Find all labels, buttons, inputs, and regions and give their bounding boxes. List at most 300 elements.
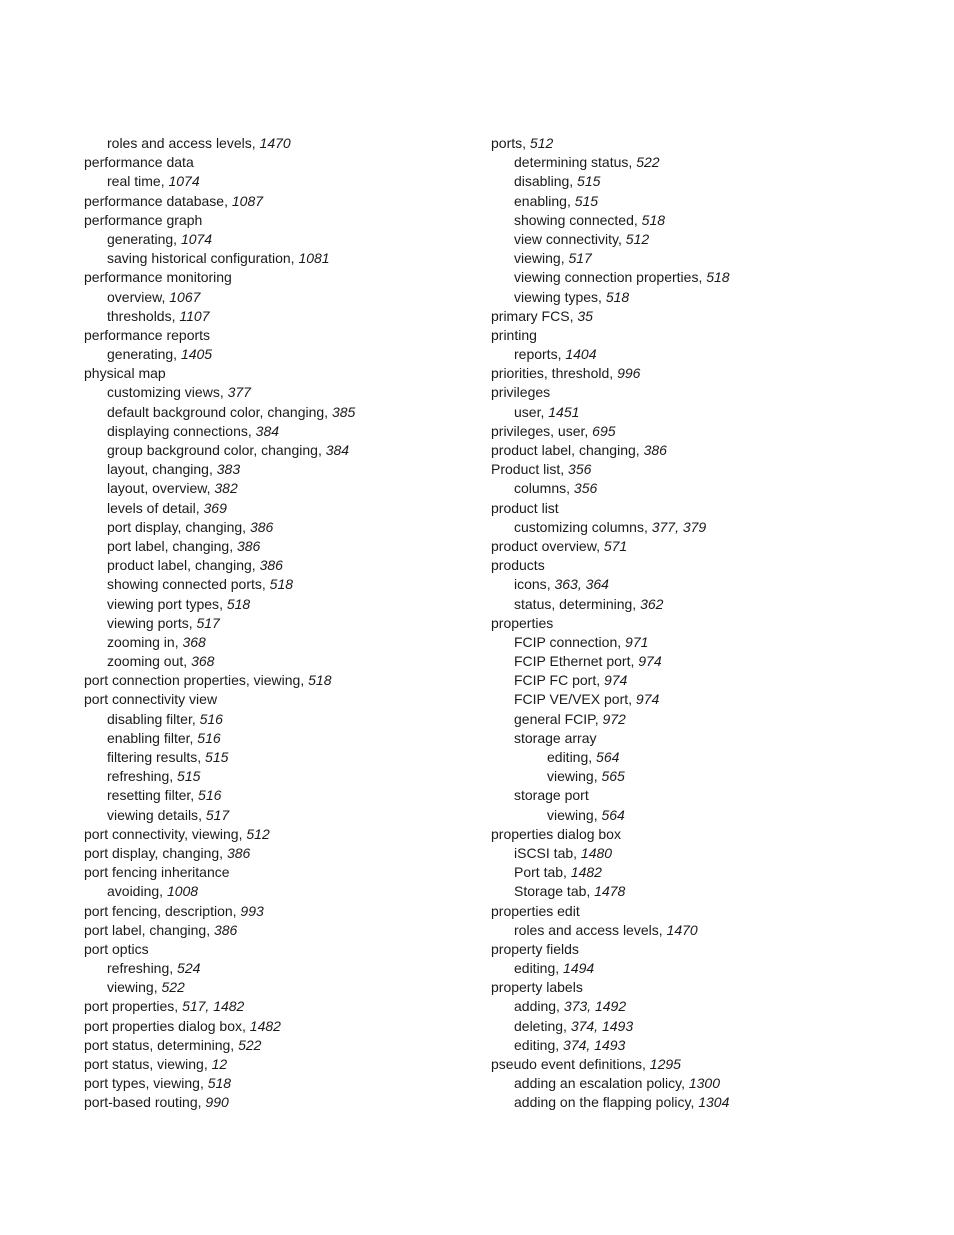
- index-separator: ,: [219, 844, 227, 861]
- index-entry: [491, 902, 931, 921]
- index-page-ref: 516: [197, 729, 221, 746]
- index-term: port properties: [84, 998, 175, 1015]
- index-term: disabling filter: [107, 710, 192, 727]
- index-page-ref: 386: [643, 442, 667, 458]
- index-subentry: [84, 748, 474, 767]
- index-term: resetting filter: [107, 787, 191, 804]
- index-column-right: [491, 134, 931, 1113]
- index-page-ref: 518: [207, 1075, 232, 1092]
- index-separator: ,: [173, 230, 181, 247]
- index-subentry: [84, 595, 474, 614]
- index-term: editing: [514, 1036, 556, 1053]
- index-separator: ,: [219, 384, 228, 401]
- index-subentry: [84, 518, 474, 537]
- index-entry: [84, 1055, 474, 1074]
- index-page-ref: 522: [238, 1036, 262, 1053]
- index-separator: ,: [174, 998, 183, 1015]
- index-entry: [491, 441, 931, 460]
- index-separator: ,: [238, 825, 247, 842]
- index-term: columns: [514, 480, 567, 497]
- index-subentry: [84, 806, 474, 825]
- index-term: performance graph: [84, 211, 203, 228]
- index-term: editing: [547, 749, 589, 765]
- index-separator: ,: [160, 173, 169, 190]
- index-subentry: [84, 729, 474, 748]
- index-subentry: [491, 1074, 931, 1093]
- index-separator: ,: [596, 537, 604, 554]
- index-page-ref: 518: [641, 211, 666, 228]
- index-term: status, determining: [514, 595, 633, 612]
- index-subentry: [84, 345, 474, 364]
- index-separator: ,: [560, 250, 569, 267]
- index-entry: [84, 671, 474, 690]
- index-term: FCIP Ethernet port: [514, 653, 631, 670]
- index-term: property labels: [491, 979, 583, 996]
- index-term: Storage tab: [514, 883, 587, 900]
- index-separator: ,: [174, 633, 183, 650]
- index-page-ref: 1480: [580, 844, 613, 861]
- index-term: priorities, threshold: [491, 365, 610, 382]
- index-page-ref: 377, 379: [651, 518, 707, 535]
- index-subentry: [84, 499, 474, 518]
- index-separator: ,: [557, 346, 566, 363]
- index-page-ref: 972: [602, 710, 626, 727]
- index-subentry: [84, 652, 474, 671]
- index-subentry: [84, 172, 474, 191]
- index-page-ref: 518: [706, 269, 730, 286]
- index-term: privileges, user: [491, 422, 585, 439]
- index-separator: ,: [690, 1094, 699, 1111]
- index-term: Product list: [491, 461, 561, 478]
- index-subentry: [491, 671, 931, 690]
- index-separator: ,: [681, 1075, 689, 1092]
- index-entry: [84, 364, 474, 383]
- index-term: product label, changing: [491, 442, 636, 458]
- index-entry: [491, 460, 931, 479]
- index-term: port display, changing: [84, 844, 220, 861]
- index-subentry: [491, 997, 931, 1016]
- index-separator: ,: [197, 749, 206, 765]
- index-page-ref: 512: [246, 825, 270, 842]
- index-subentry: [84, 882, 474, 901]
- index-term: layout, changing: [107, 461, 209, 478]
- index-term: determining status: [514, 154, 629, 171]
- index-subentry: [491, 192, 931, 211]
- index-separator: ,: [588, 749, 597, 765]
- index-subentry: [491, 211, 931, 230]
- index-term: real time: [107, 173, 161, 190]
- index-subentry: [491, 230, 931, 249]
- index-separator: ,: [224, 192, 232, 209]
- index-separator: ,: [195, 499, 204, 516]
- index-term: property fields: [491, 940, 579, 957]
- index-subentry: [84, 959, 474, 978]
- index-page-ref: 386: [226, 844, 251, 861]
- index-page-ref: 518: [308, 672, 332, 689]
- index-term: viewing: [107, 979, 154, 996]
- index-term: view connectivity: [514, 230, 619, 247]
- index-separator: ,: [317, 442, 326, 458]
- index-separator: ,: [569, 173, 578, 190]
- index-subentry: [491, 633, 931, 652]
- index-subentry: [84, 422, 474, 441]
- index-page-ref: 363, 364: [554, 576, 609, 593]
- index-page-ref: 1074: [168, 173, 200, 190]
- index-term: performance database: [84, 192, 225, 209]
- index-term: product list: [491, 499, 559, 516]
- index-term: viewing port types: [107, 595, 220, 612]
- index-term: iSCSI tab: [514, 844, 574, 861]
- index-separator: ,: [191, 710, 200, 727]
- index-term: layout, overview: [107, 480, 207, 497]
- index-term: port fencing inheritance: [84, 864, 230, 881]
- index-separator: ,: [183, 653, 192, 670]
- index-separator: ,: [173, 346, 181, 363]
- index-page-ref: 522: [161, 979, 185, 996]
- index-entry: [84, 1017, 474, 1036]
- index-entry: [84, 326, 474, 345]
- index-term: deleting: [514, 1017, 564, 1034]
- index-page-ref: 35: [577, 307, 593, 324]
- index-separator: ,: [630, 653, 639, 670]
- index-term: pseudo event definitions: [491, 1056, 642, 1072]
- index-separator: ,: [596, 672, 604, 689]
- index-separator: ,: [594, 710, 603, 727]
- index-separator: ,: [635, 442, 644, 458]
- index-separator: ,: [563, 1017, 571, 1034]
- index-entry: [84, 997, 474, 1016]
- index-term: enabling: [514, 192, 567, 209]
- index-page-ref: 515: [177, 768, 201, 785]
- index-subentry: [491, 153, 931, 172]
- index-subentry: [84, 307, 474, 326]
- index-subentry: [84, 460, 474, 479]
- index-subentry: [84, 134, 474, 153]
- index-term: zooming in: [107, 633, 175, 650]
- index-term: properties edit: [491, 902, 580, 919]
- index-term: roles and access levels: [107, 135, 252, 151]
- index-subentry: [491, 806, 931, 825]
- index-page-ref: 974: [638, 653, 662, 670]
- index-entry: [491, 422, 931, 441]
- index-subentry: [84, 710, 474, 729]
- index-page-ref: 517: [196, 614, 220, 631]
- index-page-ref: 1494: [563, 960, 595, 977]
- index-subentry: [491, 1036, 931, 1055]
- index-term: port-based routing: [84, 1094, 198, 1111]
- index-term: viewing details: [107, 806, 199, 823]
- index-subentry: [491, 767, 931, 786]
- index-subentry: [84, 479, 474, 498]
- index-separator: ,: [153, 979, 162, 996]
- index-separator: ,: [566, 480, 574, 497]
- index-page-ref: 971: [625, 633, 649, 650]
- index-term: disabling: [514, 173, 570, 190]
- index-entry: [491, 537, 931, 556]
- index-subentry: [84, 614, 474, 633]
- index-page-ref: 1067: [169, 288, 201, 305]
- index-subentry: [491, 786, 931, 805]
- index-page-ref: 993: [240, 902, 264, 919]
- index-separator: ,: [199, 1075, 208, 1092]
- index-term: port fencing, description: [84, 902, 233, 919]
- index-entry: [491, 1055, 931, 1074]
- index-column-left: [84, 134, 474, 1113]
- index-page-ref: 368: [182, 633, 206, 650]
- index-term: avoiding: [107, 883, 160, 900]
- index-page-ref: 974: [603, 672, 628, 689]
- index-separator: ,: [161, 288, 170, 305]
- index-separator: ,: [593, 806, 602, 823]
- index-term: FCIP FC port: [514, 672, 597, 689]
- index-page-ref: 362: [640, 595, 664, 612]
- index-entry: [84, 825, 474, 844]
- index-term: physical map: [84, 365, 166, 382]
- index-subentry: [491, 518, 931, 537]
- index-page-ref: 356: [568, 461, 592, 478]
- index-subentry: [84, 537, 474, 556]
- index-term: icons: [514, 576, 547, 593]
- index-entry: [84, 268, 474, 287]
- index-subentry: [84, 575, 474, 594]
- index-subentry: [84, 978, 474, 997]
- index-term: customizing columns: [514, 518, 644, 535]
- index-term: printing: [491, 326, 537, 343]
- index-entry: [491, 614, 931, 633]
- index-separator: ,: [540, 403, 549, 420]
- index-page-ref: 1295: [649, 1056, 681, 1072]
- index-page-ref: 522: [636, 154, 660, 171]
- index-subentry: [491, 652, 931, 671]
- index-subentry: [491, 729, 931, 748]
- index-subentry: [491, 403, 931, 422]
- index-subentry: [491, 172, 931, 191]
- index-page-ref: 12: [211, 1056, 228, 1072]
- index-term: viewing connection properties: [514, 269, 699, 286]
- index-term: default background color, changing: [107, 403, 325, 420]
- index-separator: ,: [586, 883, 595, 900]
- index-entry: [84, 940, 474, 959]
- index-page-ref: 524: [177, 960, 201, 977]
- index-separator: ,: [229, 537, 237, 554]
- index-separator: ,: [251, 135, 260, 151]
- index-term: performance reports: [84, 326, 211, 343]
- index-page-ref: 356: [573, 480, 598, 497]
- index-separator: ,: [569, 307, 578, 324]
- index-term: FCIP connection: [514, 633, 618, 650]
- index-separator: ,: [208, 461, 217, 478]
- index-page-ref: 1470: [259, 135, 291, 151]
- index-subentry: [491, 959, 931, 978]
- index-page-ref: 516: [199, 710, 223, 727]
- index-separator: ,: [188, 614, 197, 631]
- index-page-ref: 1081: [298, 250, 330, 267]
- index-separator: ,: [190, 787, 199, 804]
- index-entry: [491, 326, 931, 345]
- index-page-ref: 518: [269, 576, 294, 593]
- index-separator: ,: [698, 269, 707, 286]
- index-separator: ,: [198, 806, 206, 823]
- index-term: general FCIP: [514, 710, 595, 727]
- index-entry: [84, 921, 474, 940]
- index-page-ref: 1107: [179, 307, 210, 324]
- index-page-ref: 1404: [565, 346, 597, 363]
- index-term: generating: [107, 346, 174, 363]
- index-page-ref: 384: [325, 442, 350, 458]
- index-page-ref: 974: [635, 691, 660, 708]
- index-page-ref: 517, 1482: [182, 998, 245, 1015]
- index-subentry: [84, 230, 474, 249]
- index-subentry: [491, 479, 931, 498]
- index-term: showing connected ports: [107, 576, 262, 593]
- index-subentry: [84, 767, 474, 786]
- index-separator: ,: [206, 480, 215, 497]
- index-term: refreshing: [107, 960, 170, 977]
- index-entry: [491, 978, 931, 997]
- index-entry: [84, 1036, 474, 1055]
- index-entry: [491, 134, 931, 153]
- index-term: adding an escalation policy: [514, 1075, 682, 1092]
- index-separator: ,: [593, 768, 602, 785]
- index-entry: [491, 556, 931, 575]
- index-entry: [491, 499, 931, 518]
- index-term: filtering results: [107, 749, 198, 765]
- index-page-ref: 382: [214, 480, 238, 497]
- index-term: saving historical configuration: [107, 250, 291, 267]
- index-page-ref: 1300: [688, 1075, 721, 1092]
- index-subentry: [491, 575, 931, 594]
- index-term: viewing: [514, 250, 561, 267]
- index-term: privileges: [491, 384, 551, 401]
- index-page-ref: 517: [205, 806, 230, 823]
- index-page-ref: 385: [331, 403, 356, 420]
- index-subentry: [491, 288, 931, 307]
- index-term: port connectivity, viewing: [84, 825, 239, 842]
- index-entry: [84, 902, 474, 921]
- index-page-ref: 1087: [231, 192, 264, 209]
- index-separator: ,: [628, 154, 637, 171]
- index-separator: ,: [628, 691, 636, 708]
- index-separator: ,: [584, 422, 593, 439]
- index-page-ref: 386: [236, 537, 261, 554]
- index-page-ref: 564: [601, 806, 625, 823]
- index-page-ref: 384: [255, 422, 280, 439]
- index-subentry: [84, 403, 474, 422]
- index-term: port optics: [84, 940, 149, 957]
- index-term: port label, changing: [107, 537, 230, 554]
- index-separator: ,: [197, 1094, 206, 1111]
- index-entry: [491, 307, 931, 326]
- index-term: product overview: [491, 537, 597, 554]
- index-term: port label, changing: [84, 921, 207, 938]
- index-separator: ,: [159, 883, 167, 900]
- index-subentry: [491, 268, 931, 287]
- index-separator: ,: [632, 595, 641, 612]
- index-separator: ,: [242, 1017, 250, 1034]
- index-term: port status, viewing: [84, 1056, 204, 1072]
- index-term: viewing: [547, 806, 594, 823]
- index-subentry: [491, 595, 931, 614]
- index-page-ref: 373, 1492: [563, 998, 627, 1015]
- index-page-ref: 1470: [666, 921, 698, 938]
- index-term: generating: [107, 230, 174, 247]
- index-subentry: [84, 383, 474, 402]
- index-term: performance data: [84, 154, 194, 171]
- index-term: port display, changing: [107, 518, 243, 535]
- index-subentry: [84, 633, 474, 652]
- index-page-ref: 515: [574, 192, 599, 209]
- index-separator: ,: [242, 518, 250, 535]
- index-subentry: [491, 345, 931, 364]
- index-term: overview: [107, 288, 162, 305]
- index-separator: ,: [169, 960, 178, 977]
- index-entry: [84, 1093, 474, 1112]
- index-page-ref: 518: [605, 288, 630, 305]
- index-term: refreshing: [107, 768, 170, 785]
- index-term: port types, viewing: [84, 1075, 200, 1092]
- index-subentry: [84, 556, 474, 575]
- index-entry: [84, 844, 474, 863]
- index-page-ref: 386: [213, 921, 238, 938]
- index-page-ref: 1482: [249, 1017, 281, 1034]
- index-separator: ,: [566, 192, 575, 209]
- index-separator: ,: [546, 576, 555, 593]
- index-page-ref: 374, 1493: [563, 1036, 626, 1053]
- index-separator: ,: [290, 250, 299, 267]
- index-term: storage array: [514, 729, 597, 746]
- index-separator: ,: [642, 1056, 650, 1072]
- index-term: properties dialog box: [491, 825, 621, 842]
- index-page-ref: 1008: [166, 883, 199, 900]
- index-page-ref: 996: [617, 365, 641, 382]
- index-page-ref: 386: [249, 518, 274, 535]
- index-subentry: [84, 786, 474, 805]
- index-term: primary FCS: [491, 307, 570, 324]
- index-term: reports: [514, 346, 558, 363]
- index-subentry: [84, 288, 474, 307]
- index-entry: [491, 940, 931, 959]
- index-page-ref: 516: [198, 787, 222, 804]
- index-term: product label, changing: [107, 557, 252, 574]
- index-subentry: [84, 441, 474, 460]
- index-separator: ,: [251, 557, 260, 574]
- index-term: roles and access levels: [514, 921, 659, 938]
- index-page-ref: 512: [529, 135, 554, 151]
- index-separator: ,: [555, 960, 564, 977]
- index-separator: ,: [247, 422, 256, 439]
- index-page-ref: 374, 1493: [570, 1017, 634, 1034]
- index-term: showing connected: [514, 211, 634, 228]
- index-term: user: [514, 403, 541, 420]
- index-separator: ,: [560, 461, 569, 478]
- index-term: port status, determining: [84, 1036, 231, 1053]
- index-separator: ,: [300, 672, 309, 689]
- index-separator: ,: [171, 307, 180, 324]
- index-entry: [491, 364, 931, 383]
- index-page-ref: 990: [205, 1094, 229, 1111]
- index-term: performance monitoring: [84, 269, 232, 286]
- index-separator: ,: [563, 864, 571, 881]
- index-page-ref: 565: [601, 768, 625, 785]
- index-term: port connectivity view: [84, 691, 218, 708]
- index-page-ref: 1478: [594, 883, 626, 900]
- index-separator: ,: [230, 1036, 239, 1053]
- index-term: levels of detail: [107, 499, 196, 516]
- index-page-ref: 386: [259, 557, 283, 574]
- index-separator: ,: [206, 921, 214, 938]
- index-term: port properties dialog box: [84, 1017, 242, 1034]
- index-separator: ,: [555, 1036, 564, 1053]
